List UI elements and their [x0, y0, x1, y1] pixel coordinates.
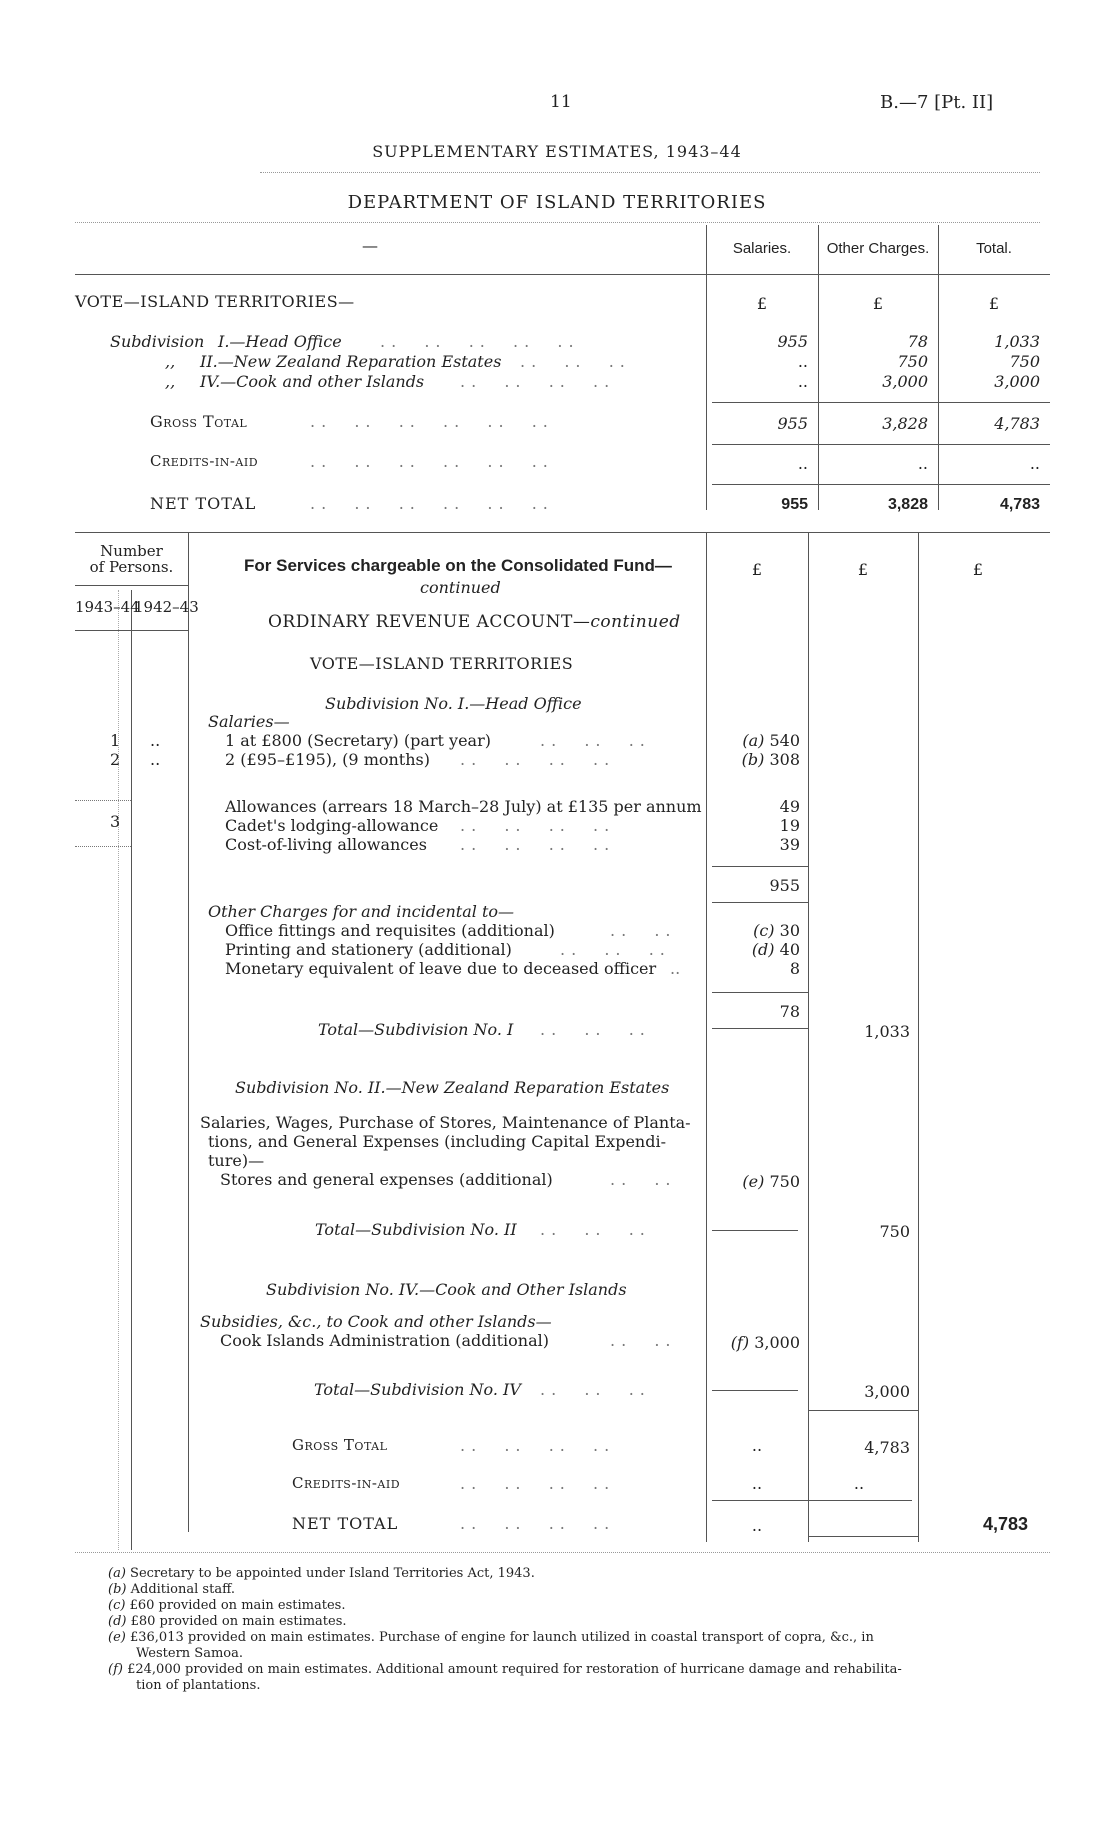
detail-salaries-currency: £ [751, 560, 763, 579]
other-charges-subtotal: 78 [779, 1002, 800, 1021]
vote-title: VOTE—ISLAND TERRITORIES [310, 654, 574, 673]
services-continued: continued [420, 578, 501, 597]
persons-total: 3 [110, 812, 121, 831]
row-salaries: 955 [777, 332, 808, 351]
credits-total: .. [1029, 454, 1040, 473]
net-total-total: 4,783 [982, 1514, 1028, 1534]
other-charges-heading: Other Charges for and incidental to— [208, 902, 515, 921]
salaries-currency: £ [756, 294, 768, 313]
net-total-other: 3,828 [887, 496, 928, 513]
gross-total-label: Gross Total [292, 1436, 388, 1454]
gross-total-other: 4,783 [864, 1438, 910, 1457]
footnote: (a) Secretary to be appointed under Island Territories Act, 1943. [108, 1566, 535, 1581]
sub4-heading: Subdivision No. IV.—Cook and Other Islands [266, 1280, 627, 1299]
detail-other-currency: £ [857, 560, 869, 579]
sub4-total-value: 3,000 [864, 1382, 910, 1401]
gross-total-salaries: 955 [777, 414, 808, 433]
sub4-subsidies: Subsidies, &c., to Cook and other Islands— [200, 1312, 552, 1331]
credits-label: Credits-in-aid [292, 1474, 401, 1492]
year-1943-44: 1943–44 [75, 598, 140, 616]
footnote: (c) £60 provided on main estimates. [108, 1598, 346, 1613]
page-number: 11 [550, 92, 572, 112]
net-total-label: NET TOTAL [150, 494, 257, 513]
row-label: I.—Head Office [218, 332, 342, 351]
sub2-desc-line1: Salaries, Wages, Purchase of Stores, Maintenance of Planta- [200, 1113, 691, 1132]
row-prefix: ,, [165, 352, 176, 371]
gross-total-label: Gross Total [150, 412, 248, 431]
sub2-total-label: Total—Subdivision No. II [315, 1220, 517, 1239]
persons-header: Number of Persons. [89, 542, 174, 576]
sub2-desc-line3: ture)— [208, 1151, 265, 1170]
sub1-total-label: Total—Subdivision No. I [318, 1020, 514, 1039]
other-charges-column-header: Other Charges. [826, 240, 930, 257]
net-total-salaries: .. [751, 1516, 763, 1535]
credits-label: Credits-in-aid [150, 452, 259, 470]
year-1942-43: 1942–43 [134, 598, 199, 616]
footnote-continuation: tion of plantations. [136, 1678, 261, 1693]
footnote: (f) £24,000 provided on main estimates. Additional amount required for restoration of hurricane damage and rehabilita- [108, 1662, 902, 1677]
row-total: 1,033 [994, 332, 1040, 351]
footnote-continuation: Western Samoa. [136, 1646, 243, 1661]
sub2-total-value: 750 [879, 1222, 910, 1241]
gross-total-salaries: .. [751, 1436, 763, 1455]
total-currency: £ [988, 294, 1000, 313]
estimates-title: SUPPLEMENTARY ESTIMATES, 1943–44 [372, 142, 742, 161]
sub1-total-value: 1,033 [864, 1022, 910, 1041]
net-total-total: 4,783 [999, 496, 1040, 513]
row-total: 750 [1009, 352, 1040, 371]
footnote: (b) Additional staff. [108, 1582, 235, 1597]
row-other: 750 [897, 352, 928, 371]
account-title: ORDINARY REVENUE ACCOUNT—continued [268, 612, 681, 632]
gross-total-other: 3,828 [882, 414, 928, 433]
row-salaries: .. [797, 372, 808, 391]
row-salaries: .. [797, 352, 808, 371]
salaries-subtotal: 955 [769, 876, 800, 895]
credits-salaries: .. [797, 454, 808, 473]
department-title: DEPARTMENT OF ISLAND TERRITORIES [347, 192, 767, 213]
document-reference: B.—7 [Pt. II] [880, 92, 994, 113]
total-column-header: Total. [976, 240, 1012, 257]
salaries-heading: Salaries— [208, 712, 290, 731]
other-currency: £ [872, 294, 884, 313]
summary-dash-header: — [362, 236, 378, 255]
credits-salaries: .. [751, 1474, 763, 1493]
row-other: 3,000 [882, 372, 928, 391]
row-label: IV.—Cook and other Islands [200, 372, 425, 391]
row-total: 3,000 [994, 372, 1040, 391]
net-total-salaries: 955 [781, 496, 808, 513]
sub4-total-label: Total—Subdivision No. IV [314, 1380, 521, 1399]
detail-total-currency: £ [972, 560, 984, 579]
gross-total-total: 4,783 [994, 414, 1040, 433]
credits-other: .. [917, 454, 928, 473]
sub2-heading: Subdivision No. II.—New Zealand Reparation Estates [235, 1078, 670, 1097]
footnote: (d) £80 provided on main estimates. [108, 1614, 347, 1629]
row-other: 78 [907, 332, 928, 351]
sub2-desc-line2: tions, and General Expenses (including Capital Expendi- [208, 1132, 666, 1151]
salaries-column-header: Salaries. [732, 240, 792, 257]
row-prefix: ,, [165, 372, 176, 391]
net-total-label: NET TOTAL [292, 1514, 399, 1533]
sub1-heading: Subdivision No. I.—Head Office [325, 694, 582, 713]
row-prefix: Subdivision [110, 332, 205, 351]
footnote: (e) £36,013 provided on main estimates. Purchase of engine for launch utilized in coastal transport of copra, &c., in [108, 1630, 874, 1645]
credits-other: .. [853, 1474, 865, 1493]
row-label: II.—New Zealand Reparation Estates [200, 352, 502, 371]
vote-label: VOTE—ISLAND TERRITORIES— [75, 292, 355, 311]
services-title: For Services chargeable on the Consolidated Fund— [244, 556, 672, 575]
